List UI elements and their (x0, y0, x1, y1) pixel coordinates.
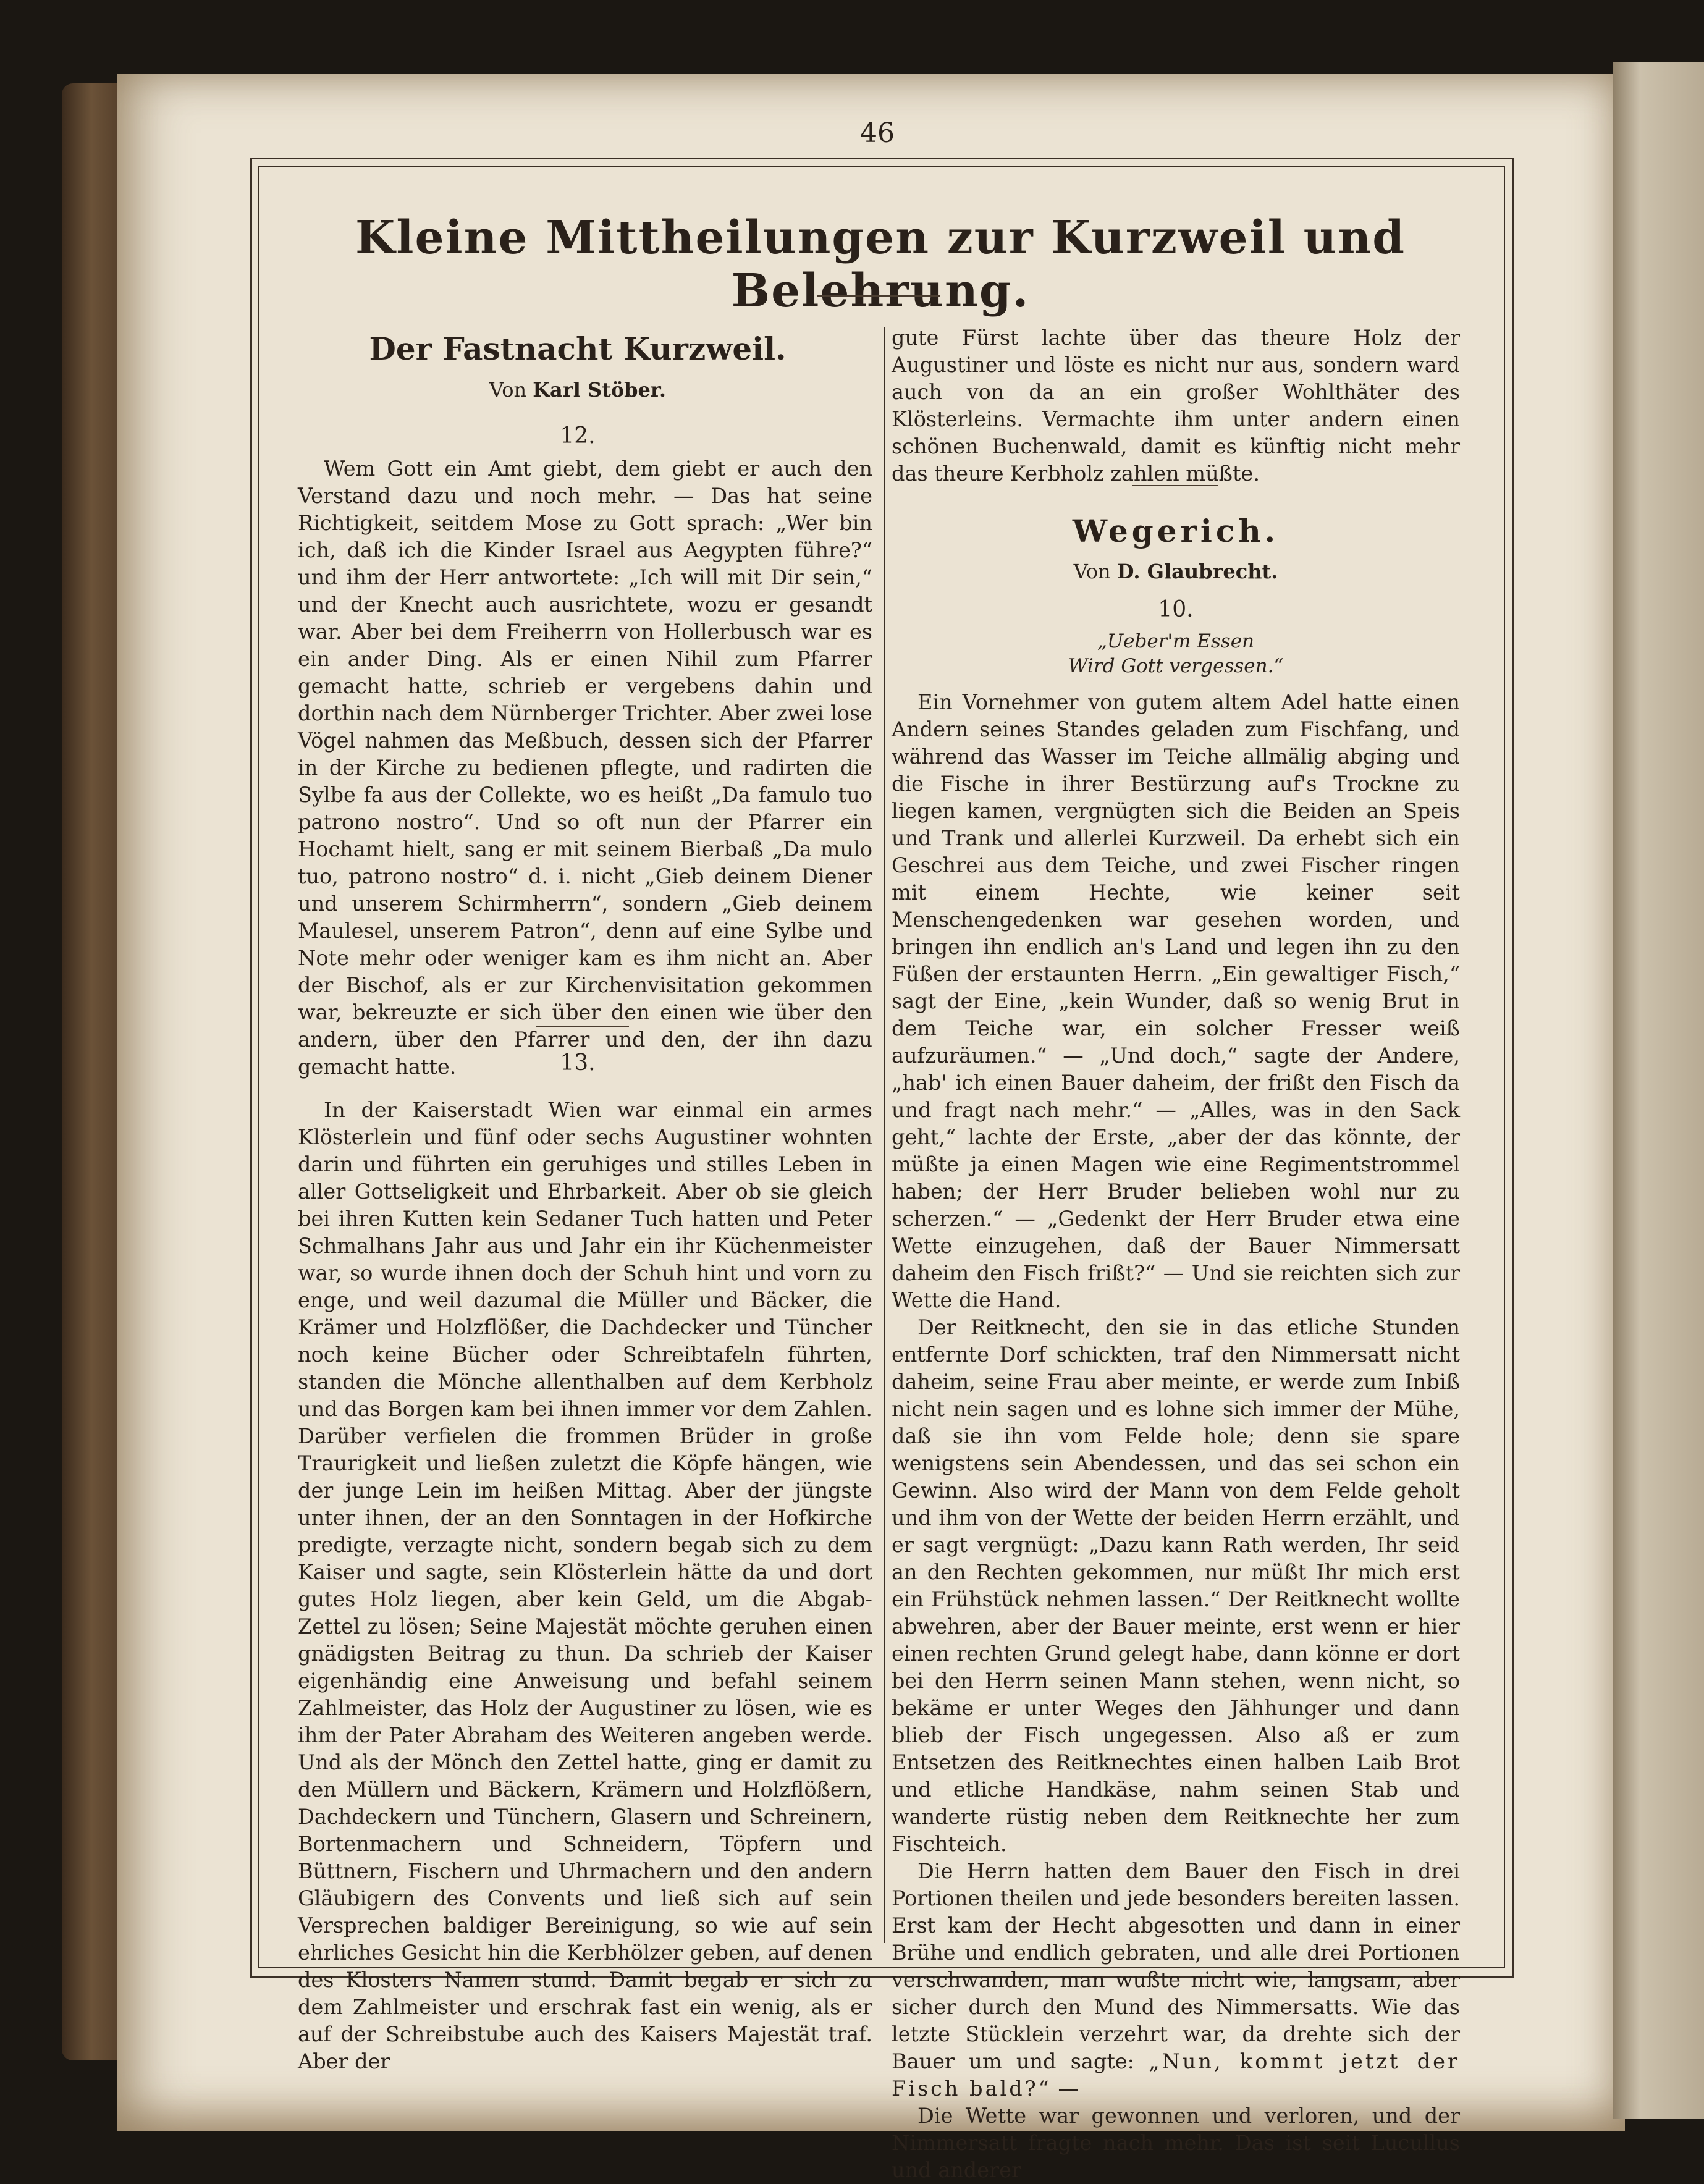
paragraph: Ein Vornehmer von gutem altem Adel hatte einen Andern seines Standes geladen zum Fischfang, und während das Wasser im Teiche allmälig abging und die Fische in ihrer Bestürzung auf's Trockne zu liegen kamen, vergnügten sich die Beiden an Speis und Trank und allerlei Kurzweil. Da erhebt sich ein Geschrei aus dem Teiche, und zwei Fischer ringen mit einem Hechte, wie keiner seit Menschengedenken war gesehen worden, und bringen ihn endlich an's Land und legen ihn zu den Füßen der erstaunten Herrn. „Ein gewaltiger Fisch,“ sagt der Eine, „kein Wunder, daß so wenig Brut in dem Teiche war, ein solcher Fresser weiß aufzuräumen.“ — „Und doch,“ sagte der Andere, „hab' ich einen Bauer daheim, der frißt den Fisch da und fragt nach mehr.“ — „Alles, was in den Sack geht,“ lachte der Erste, „aber der das könnte, der müßte ja einen Magen wie eine Regimentstrommel haben; der Herr Bruder belieben wohl nur zu scherzen.“ — „Gedenkt der Herr Bruder etwa eine Wette einzugehen, daß der Bauer Nimmersatt daheim den Fisch frißt?“ — Und sie reichten sich zur Wette die Hand. (892, 690, 1460, 1312)
paragraph: Die Wette war gewonnen und verloren, und der Nimmersatt fragte nach mehr. Das ist seit Lucullus und anderer (892, 2104, 1460, 2182)
story2-part-number: 10. (1158, 597, 1194, 622)
paragraph: Wem Gott ein Amt giebt, dem giebt er auch den Verstand dazu und noch mehr. — Das hat seine Richtigkeit, seitdem Mose zu Gott sprach: „Wer bin ich, daß ich die Kinder Israel aus Aegypten führe?“ und ihm der Herr antwortete: „Ich will mit Dir sein,“ und der Knecht auch ausrichtete, wozu er gesandt war. Aber bei dem Freiherrn von Hollerbusch war es ein ander Ding. Als er einen Nihil zum Pfarrer gemacht hatte, schrieb er vergebens dahin und dorthin nach dem Nürnberger Trichter. Aber zwei lose Vögel nahmen das Meßbuch, dessen sich der Pfarrer in der Kirche zu bedienen pflegte, und radirten die Sylbe fa aus der Collekte, wo es heißt „Da famulo tuo patrono nostro“. Und so oft nun der Pfarrer ein Hochamt hielt, sang er mit seinem Bierbaß „Da mulo tuo, patrono nostro“ d. i. nicht „Gieb deinem Diener und unserem Schirmherrn“, sondern „Gieb deinem Maulesel, unserem Patron“, denn auf eine Sylbe und Note mehr oder weniger kam es ihm nicht an. Aber der Bischof, als er zur Kirchenvisitation gekommen war, bekreuzte er sich über den einen wie über den andern, über den Pfarrer und den, der ihn dazu gemacht hatte. (298, 457, 872, 1079)
story2-motto (892, 629, 1460, 678)
section-divider (1132, 485, 1218, 486)
paragraph: In der Kaiserstadt Wien war einmal ein armes Klösterlein und fünf oder sechs Augustiner wohnten darin und führten ein geruhiges und stilles Leben in aller Gottseligkeit und Ehrbarkeit. Aber ob sie gleich bei ihren Kutten kein Sedaner Tuch hatten und Peter Schmalhans Jahr aus und Jahr ein ihr Küchenmeister war, so wurde ihnen doch der Schuh hint und vorn zu enge, und weil dazumal die Müller und Bäcker, die Krämer und Holzflößer, die Dachdecker und Tüncher noch keine Bücher oder Schreibtafeln führten, standen die Mönche allenthalben auf dem Kerbholz und das Borgen kam bei ihnen immer vor dem Zahlen. Darüber verfielen die frommen Brüder in große Traurigkeit und ließen zuletzt die Köpfe hängen, wie der junge Lein im heißen Mittag. Aber der jüngste unter ihnen, der an den Sonntagen in der Hofkirche predigte, verzagte nicht, sondern begab sich zu dem Kaiser und sagte, sein Klösterlein hätte da und dort gutes Holz liegen, aber kein Geld, um die Abgab-Zettel zu lösen; Seine Majestät möchte geruhen einen gnädigsten Beitrag zu thun. Da schrieb der Kaiser eigenhändig eine Anweisung und befahl seinem Zahlmeister, das Holz der Augustiner zu lösen, wie es ihm der Pater Abraham des Weiteren angeben werde. Und als der Mönch den Zettel hatte, ging er damit zu den Müllern und Bäckern, Krämern und Holzflößern, Dachdeckern und Tünchern, Glasern und Schreinern, Bortenmachern und Schneidern, Töpfern und Büttnern, Fischern und Uhrmachern und den andern Gläubigern des Convents und ließ sich auf sein Versprechen baldiger Bereinigung, so wie auf sein ehrliches Gesicht hin die Kerbhölzer geben, auf denen des Klosters Namen stund. Damit begab er sich zu dem Zahlmeister und erschrak fast ein wenig, als er auf der Schreibstube auch des Kaisers Majestät traf. Aber der (298, 1098, 872, 2073)
story1-part13-text (298, 1097, 872, 2075)
facing-page-edge (1613, 62, 1704, 2119)
section-heading: Kleine Mittheilungen zur Kurzweil und Belehrung. (355, 211, 1406, 318)
story2-title: Wegerich. (1072, 513, 1280, 549)
dash: — (1051, 2076, 1079, 2101)
story1-byline (290, 378, 865, 402)
story1-title: Der Fastnacht Kurzweil. (369, 331, 787, 367)
story1-continued-text (892, 324, 1460, 487)
paragraph: Der Reitknecht, den sie in das etliche Stunden entfernte Dorf schickten, traf den Nimmersatt nicht daheim, seine Frau aber meinte, er werde zum Inbiß nicht nein sagen und es lohne sich immer der Mühe, daß sie ihn vom Felde hole; denn sie spare wenigstens sein Abendessen, und das sei schon ein Gewinn. Also wird der Mann von dem Felde geholt und ihm von der Wette der beiden Herrn erzählt, und er sagt vergnügt: „Dazu kann Rath werden, Ihr seid an den Rechten gekommen, nur müßt Ihr mich erst ein Frühstück nehmen lassen.“ Der Reitknecht wollte abwehren, aber der Bauer meinte, erst wenn er hier einen rechten Grund gelegt habe, dann könne er dort bei den Herrn seinen Mann stehen, wenn nicht, so bekäme er unter Weges den Jähhunger und dann blieb der Fisch ungegessen. Also aß er zum Entsetzen des Reitknechtes einen halben Laib Brot und etliche Handkäse, nahm seinen Stab und wanderte rüstig neben dem Reitknechte her zum Fischteich. (892, 1315, 1460, 1856)
paragraph (892, 1858, 1460, 2102)
motto-line: „Ueber'm Essen (1097, 630, 1255, 652)
story2-author: D. Glaubrecht. (1116, 560, 1278, 583)
story1-part-number-13: 13. (560, 1050, 596, 1076)
story2-author-prefix: Von (1073, 560, 1111, 583)
heading-ornament-rule (817, 295, 940, 297)
paragraph-text: Die Herrn hatten dem Bauer den Fisch in drei Portionen theilen und jede besonders bereiten lassen. Erst kam der Hecht abgesotten und dann in einer Brühe und endlich gebraten, und alle drei Portionen verschwanden, man wußte nicht wie, langsam, aber sicher durch den Mund des Nimmersatts. Wie das letzte Stücklein verzehrt war, da drehte sich der Bauer um und sagte: (892, 1859, 1460, 2073)
page-number: 46 (860, 117, 895, 149)
motto-line: Wird Gott vergessen.“ (1068, 655, 1284, 677)
column-divider (884, 327, 885, 1943)
story2-text (892, 689, 1460, 2184)
section-divider (536, 1026, 629, 1027)
story1-author-prefix: Von (489, 378, 527, 402)
emphasized-quote: „Nun, kommt jetzt der Fisch bald?“ (892, 2049, 1460, 2101)
paragraph: gute Fürst lachte über das theure Holz der Augustiner und löste es nicht nur aus, sondern ward auch von da an ein großer Wohlthäter des Klösterleins. Vermachte ihm unter andern einen schönen Buchenwald, damit es künftig nicht mehr das theure Kerbholz zahlen müßte. (892, 326, 1460, 486)
story1-part-number-12: 12. (560, 423, 596, 449)
story1-author: Karl Stöber. (533, 378, 666, 402)
story2-byline (892, 560, 1460, 583)
story1-part12-text (298, 455, 872, 1081)
